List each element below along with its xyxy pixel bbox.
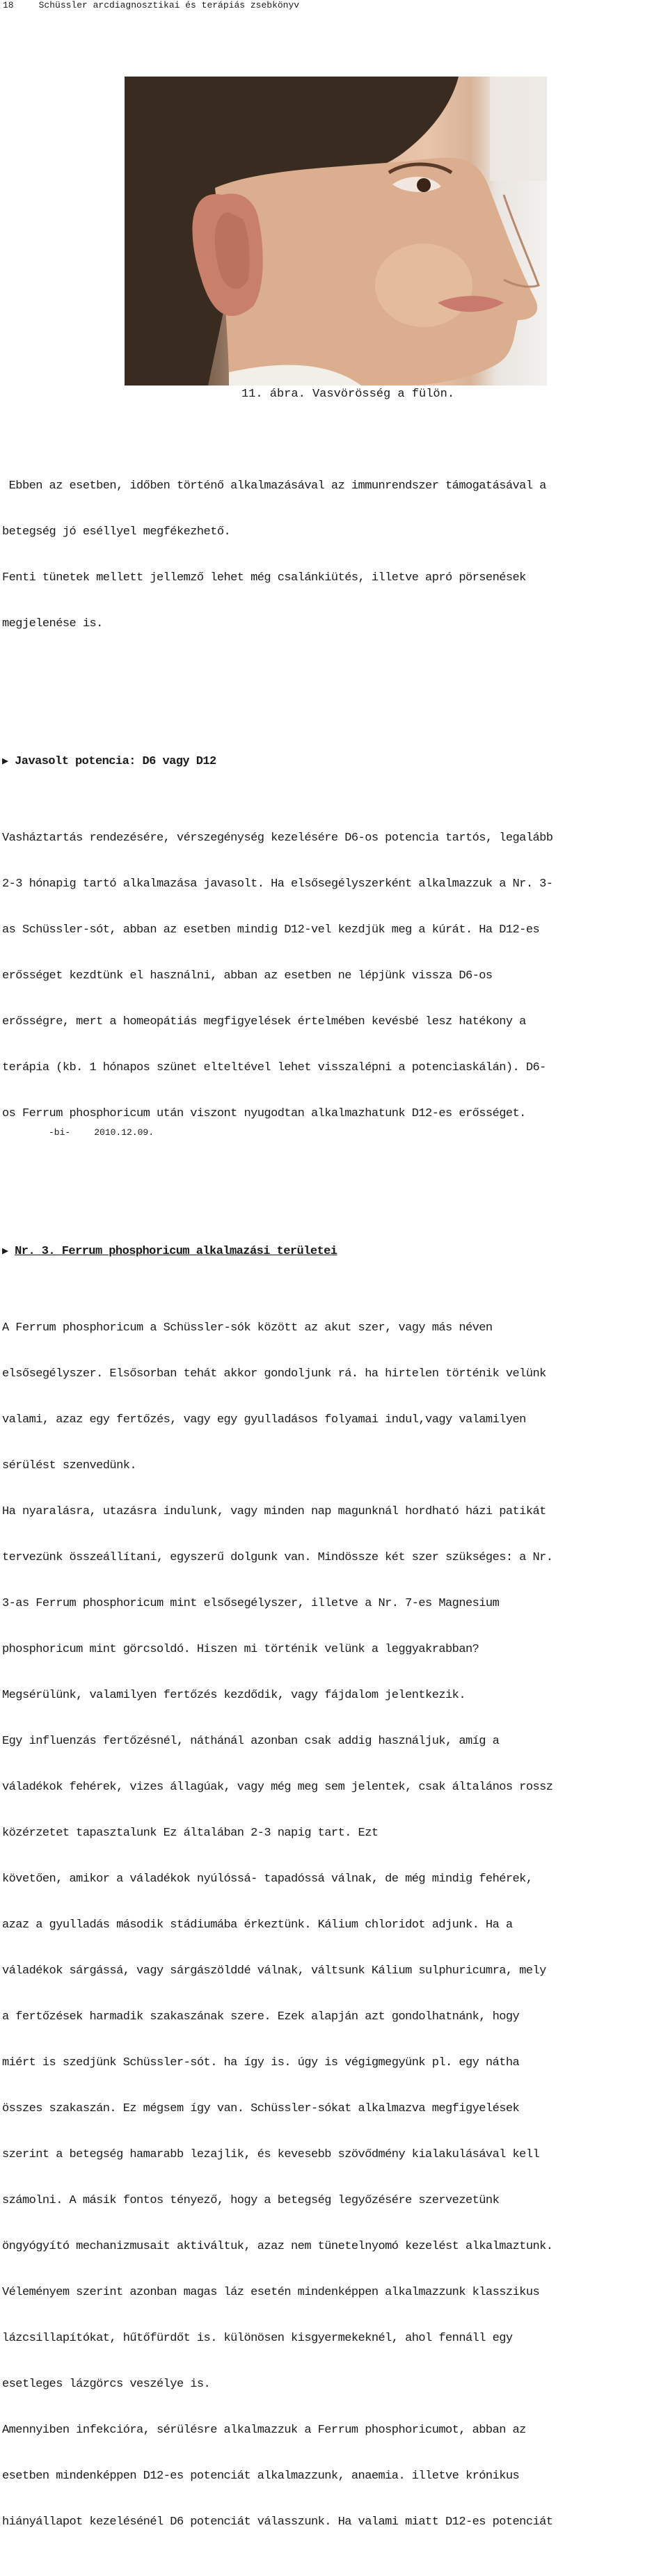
figure-photo <box>125 77 547 385</box>
child-profile-illustration <box>125 77 547 385</box>
text-line: Véleményem szerint azonban magas láz esetén mindenképpen alkalmazzunk klasszikus <box>2 2286 540 2299</box>
section-heading-potencia <box>2 754 667 770</box>
text-line: összes szakaszán. Ez mégsem így van. Schüssler-sókat alkalmazva megfigyelések <box>2 2102 520 2115</box>
text-line: Fenti tünetek mellett jellemző lehet még csalánkiütés, illetve apró pörsenések <box>2 571 526 585</box>
text-line: lázcsillapítókat, hűtőfürdőt is. különösen kisgyermekeknél, ahol fennáll egy <box>2 2332 513 2345</box>
text-line: Ha nyaralásra, utazásra indulunk, vagy minden nap magunknál hordható házi patikát <box>2 1505 546 1518</box>
text-line: as Schüssler-sót, abban az esetben mindig D12-vel kezdjük meg a kúrát. Ha D12-es <box>2 923 540 937</box>
text-line: elsősegélyszer. Elsősorban tehát akkor gondoljunk rá. ha hirtelen történik velünk <box>2 1367 546 1381</box>
page-number: 18 <box>3 0 14 10</box>
text-line: Egy influenzás fertőzésnél, náthánál azonban csak addig használjuk, amíg a <box>2 1735 500 1748</box>
text-line: hiányállapot kezelésénél D6 potenciát válasszunk. Ha valami miatt D12-es potenciát <box>2 2515 553 2529</box>
triangle-bullet-icon: ▶ <box>2 1246 8 1257</box>
text-line: tervezünk összeállítani, egyszerű dolgunk van. Mindössze két szer szükséges: a Nr. <box>2 1551 553 1564</box>
text-line: erősségre, mert a homeopátiás megfigyelések értelmében kevésbé lesz hatékony a <box>2 1015 526 1028</box>
text-line: betegség jó eséllyel megfékezhető. <box>2 525 231 539</box>
figure-caption: 11. ábra. Vasvörösség a fülön. <box>241 388 455 401</box>
book-title: Schüssler arcdiagnosztikai és terápiás zsebkönyv <box>38 0 300 10</box>
text-line: azaz a gyulladás második stádiumába érkeztünk. Kálium chloridot adjunk. Ha a <box>2 1918 513 1932</box>
text-line: os Ferrum phosphoricum után viszont nyugodtan alkalmazhatunk D12-es erősséget. <box>2 1107 526 1120</box>
page-footer <box>49 1127 154 1138</box>
footer-author: -bi- <box>49 1127 71 1138</box>
text-line: számolni. A másik fontos tényező, hogy a betegség legyőzésére szervezetünk <box>2 2194 500 2207</box>
section-heading-text: Nr. 3. Ferrum phosphoricum alkalmazási területei <box>15 1245 337 1258</box>
text-line: phosphoricum mint görcsoldó. Hiszen mi történik velünk a leggyakrabban? <box>2 1643 479 1656</box>
text-line: Megsérülünk, valamilyen fertőzés kezdődik, vagy fájdalom jelentkezik. <box>2 1689 466 1702</box>
text-line: váladékok fehérek, vizes állagúak, vagy még meg sem jelentek, csak általános rossz <box>2 1781 553 1794</box>
text-line: terápia (kb. 1 hónapos szünet elteltével lehet visszalépni a potenciaskálán). D6- <box>2 1061 546 1074</box>
text-line: miért is szedjünk Schüssler-sót. ha így is. úgy is végigmegyünk pl. egy nátha <box>2 2056 520 2069</box>
text-line: közérzetet tapasztalunk Ez általában 2-3 napig tart. Ezt <box>2 1827 379 1840</box>
text-line: Ebben az esetben, időben történő alkalmazásával az immunrendszer támogatásával a <box>2 479 546 493</box>
text-line: váladékok sárgássá, vagy sárgászölddé válnak, váltsunk Kálium sulphuricumra, mely <box>2 1964 546 1978</box>
footer-date: 2010.12.09. <box>94 1127 154 1138</box>
ferrum-paragraph <box>2 1290 667 2561</box>
section-heading-text: Javasolt potencia: D6 vagy D12 <box>15 755 216 768</box>
text-line: Vasháztartás rendezésére, vérszegénység kezelésére D6-os potencia tartós, legalább <box>2 832 553 845</box>
section-heading-ferrum <box>2 1244 667 1259</box>
text-line: valami, azaz egy fertőzés, vagy egy gyulladásos folyamai indul,vagy valamilyen <box>2 1413 526 1426</box>
text-line: A Ferrum phosphoricum a Schüssler-sók között az akut szer, vagy más néven <box>2 1321 493 1335</box>
text-line: szerint a betegség hamarabb lezajlik, és kevesebb szövődmény kialakulásával kell <box>2 2148 540 2161</box>
text-line: esetleges lázgörcs veszélye is. <box>2 2378 211 2391</box>
intro-paragraph <box>2 448 667 662</box>
triangle-bullet-icon: ▶ <box>2 756 8 768</box>
text-line: Amennyiben infekcióra, sérülésre alkalmazzuk a Ferrum phosphoricumot, abban az <box>2 2424 526 2437</box>
document-body <box>2 418 667 2576</box>
potencia-paragraph <box>2 800 667 1152</box>
text-line: sérülést szenvedünk. <box>2 1459 137 1472</box>
text-line: erősséget kezdtünk el használni, abban az esetben ne lépjünk vissza D6-os <box>2 969 493 983</box>
text-line: követően, amikor a váladékok nyúlóssá- tapadóssá válnak, de még mindig fehérek, <box>2 1873 533 1886</box>
text-line: öngyógyító mechanizmusait aktiváltuk, azaz nem tünetelnyomó kezelést alkalmaztunk. <box>2 2240 553 2253</box>
text-line: megjelenése is. <box>2 617 103 630</box>
text-line: 2-3 hónapig tartó alkalmazása javasolt. Ha elsősegélyszerként alkalmazzuk a Nr. 3- <box>2 877 553 891</box>
page-header <box>3 0 299 11</box>
text-line: a fertőzések harmadik szakaszának szere. Ezek alapján azt gondolhatnánk, hogy <box>2 2010 520 2024</box>
text-line: esetben mindenképpen D12-es potenciát alkalmazzunk, anaemia. illetve krónikus <box>2 2470 520 2483</box>
text-line: 3-as Ferrum phosphoricum mint elsősegélyszer, illetve a Nr. 7-es Magnesium <box>2 1597 500 1610</box>
